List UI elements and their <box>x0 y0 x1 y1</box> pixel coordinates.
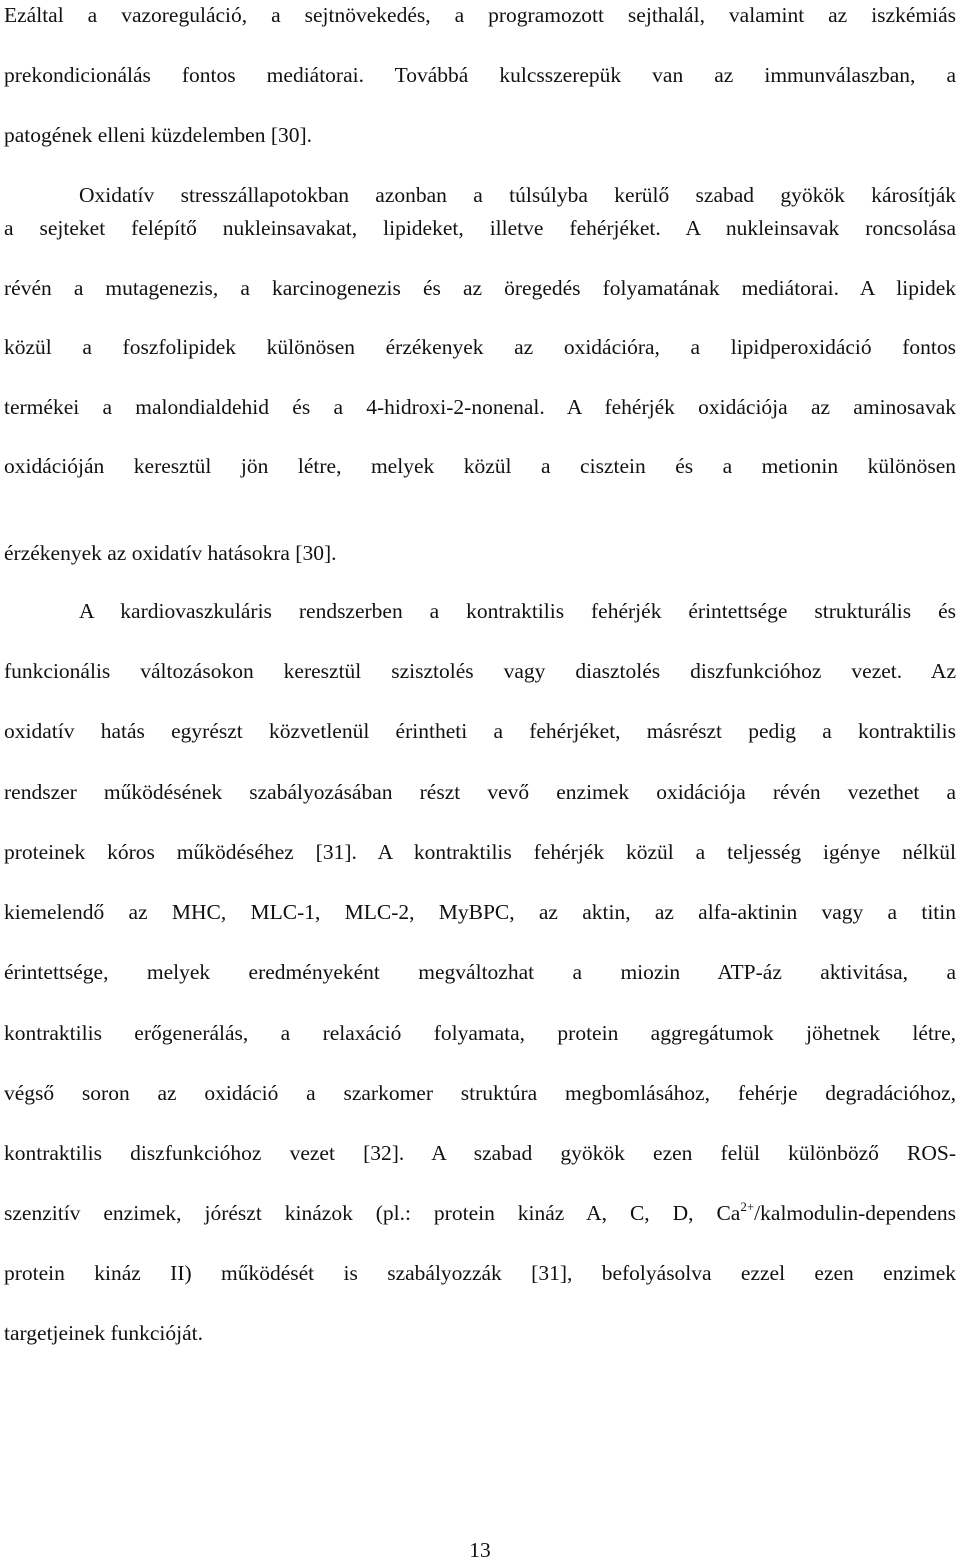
text-line: érzékenyek az oxidatív hatásokra [30]. <box>4 541 337 565</box>
text-line: protein kináz II) működését is szabályozzák [31], befolyásolva ezzel ezen enzimek <box>4 1261 956 1285</box>
text-line: révén a mutagenezis, a karcinogenezis és az öregedés folyamatának mediátorai. A lipidek <box>4 276 956 300</box>
text-line: kontraktilis diszfunkcióhoz vezet [32]. A szabad gyökök ezen felül különböző ROS- <box>4 1141 956 1165</box>
text-line: a sejteket felépítő nukleinsavakat, lipideket, illetve fehérjéket. A nukleinsavak roncsolása <box>4 216 956 240</box>
text-line: oxidációján keresztül jön létre, melyek közül a cisztein és a metionin különösen <box>4 454 956 478</box>
text-line-with-superscript <box>4 1200 956 1226</box>
text-segment: /kalmodulin-dependens <box>754 1201 956 1225</box>
text-line: proteinek kóros működéséhez [31]. A kontraktilis fehérjék közül a teljesség igénye nélkül <box>4 840 956 864</box>
text-segment: szenzitív enzimek, jórészt kinázok (pl.: protein kináz A, C, D, Ca <box>4 1201 741 1225</box>
text-line: termékei a malondialdehid és a 4-hidroxi-2-nonenal. A fehérjék oxidációja az aminosavak <box>4 395 956 419</box>
text-line: funkcionális változásokon keresztül szisztolés vagy diasztolés diszfunkcióhoz vezet. Az <box>4 659 956 683</box>
superscript: 2+ <box>740 1199 755 1214</box>
page-number: 13 <box>469 1538 491 1562</box>
text-line: prekondicionálás fontos mediátorai. Továbbá kulcsszerepük van az immunválaszban, a <box>4 63 956 87</box>
text-line: oxidatív hatás egyrészt közvetlenül érintheti a fehérjéket, másrészt pedig a kontraktilis <box>4 719 956 743</box>
text-line: érintettsége, melyek eredményeként megváltozhat a miozin ATP-áz aktivitása, a <box>4 960 956 984</box>
text-line: Oxidatív stresszállapotokban azonban a túlsúlyba kerülő szabad gyökök károsítják <box>79 183 956 207</box>
text-line: kontraktilis erőgenerálás, a relaxáció folyamata, protein aggregátumok jöhetnek létre, <box>4 1021 956 1045</box>
text-line: targetjeinek funkcióját. <box>4 1321 204 1345</box>
text-line: Ezáltal a vazoreguláció, a sejtnövekedés, a programozott sejthalál, valamint az iszkémiás <box>4 3 956 27</box>
text-line: patogének elleni küzdelemben [30]. <box>4 123 313 147</box>
text-line: kiemelendő az MHC, MLC-1, MLC-2, MyBPC, az aktin, az alfa-aktinin vagy a titin <box>4 900 956 924</box>
text-line: A kardiovaszkuláris rendszerben a kontraktilis fehérjék érintettsége strukturális és <box>79 599 956 623</box>
text-line: végső soron az oxidáció a szarkomer struktúra megbomlásához, fehérje degradációhoz, <box>4 1081 956 1105</box>
text-line: rendszer működésének szabályozásában részt vevő enzimek oxidációja révén vezethet a <box>4 780 956 804</box>
text-line: közül a foszfolipidek különösen érzékenyek az oxidációra, a lipidperoxidáció fontos <box>4 335 956 359</box>
